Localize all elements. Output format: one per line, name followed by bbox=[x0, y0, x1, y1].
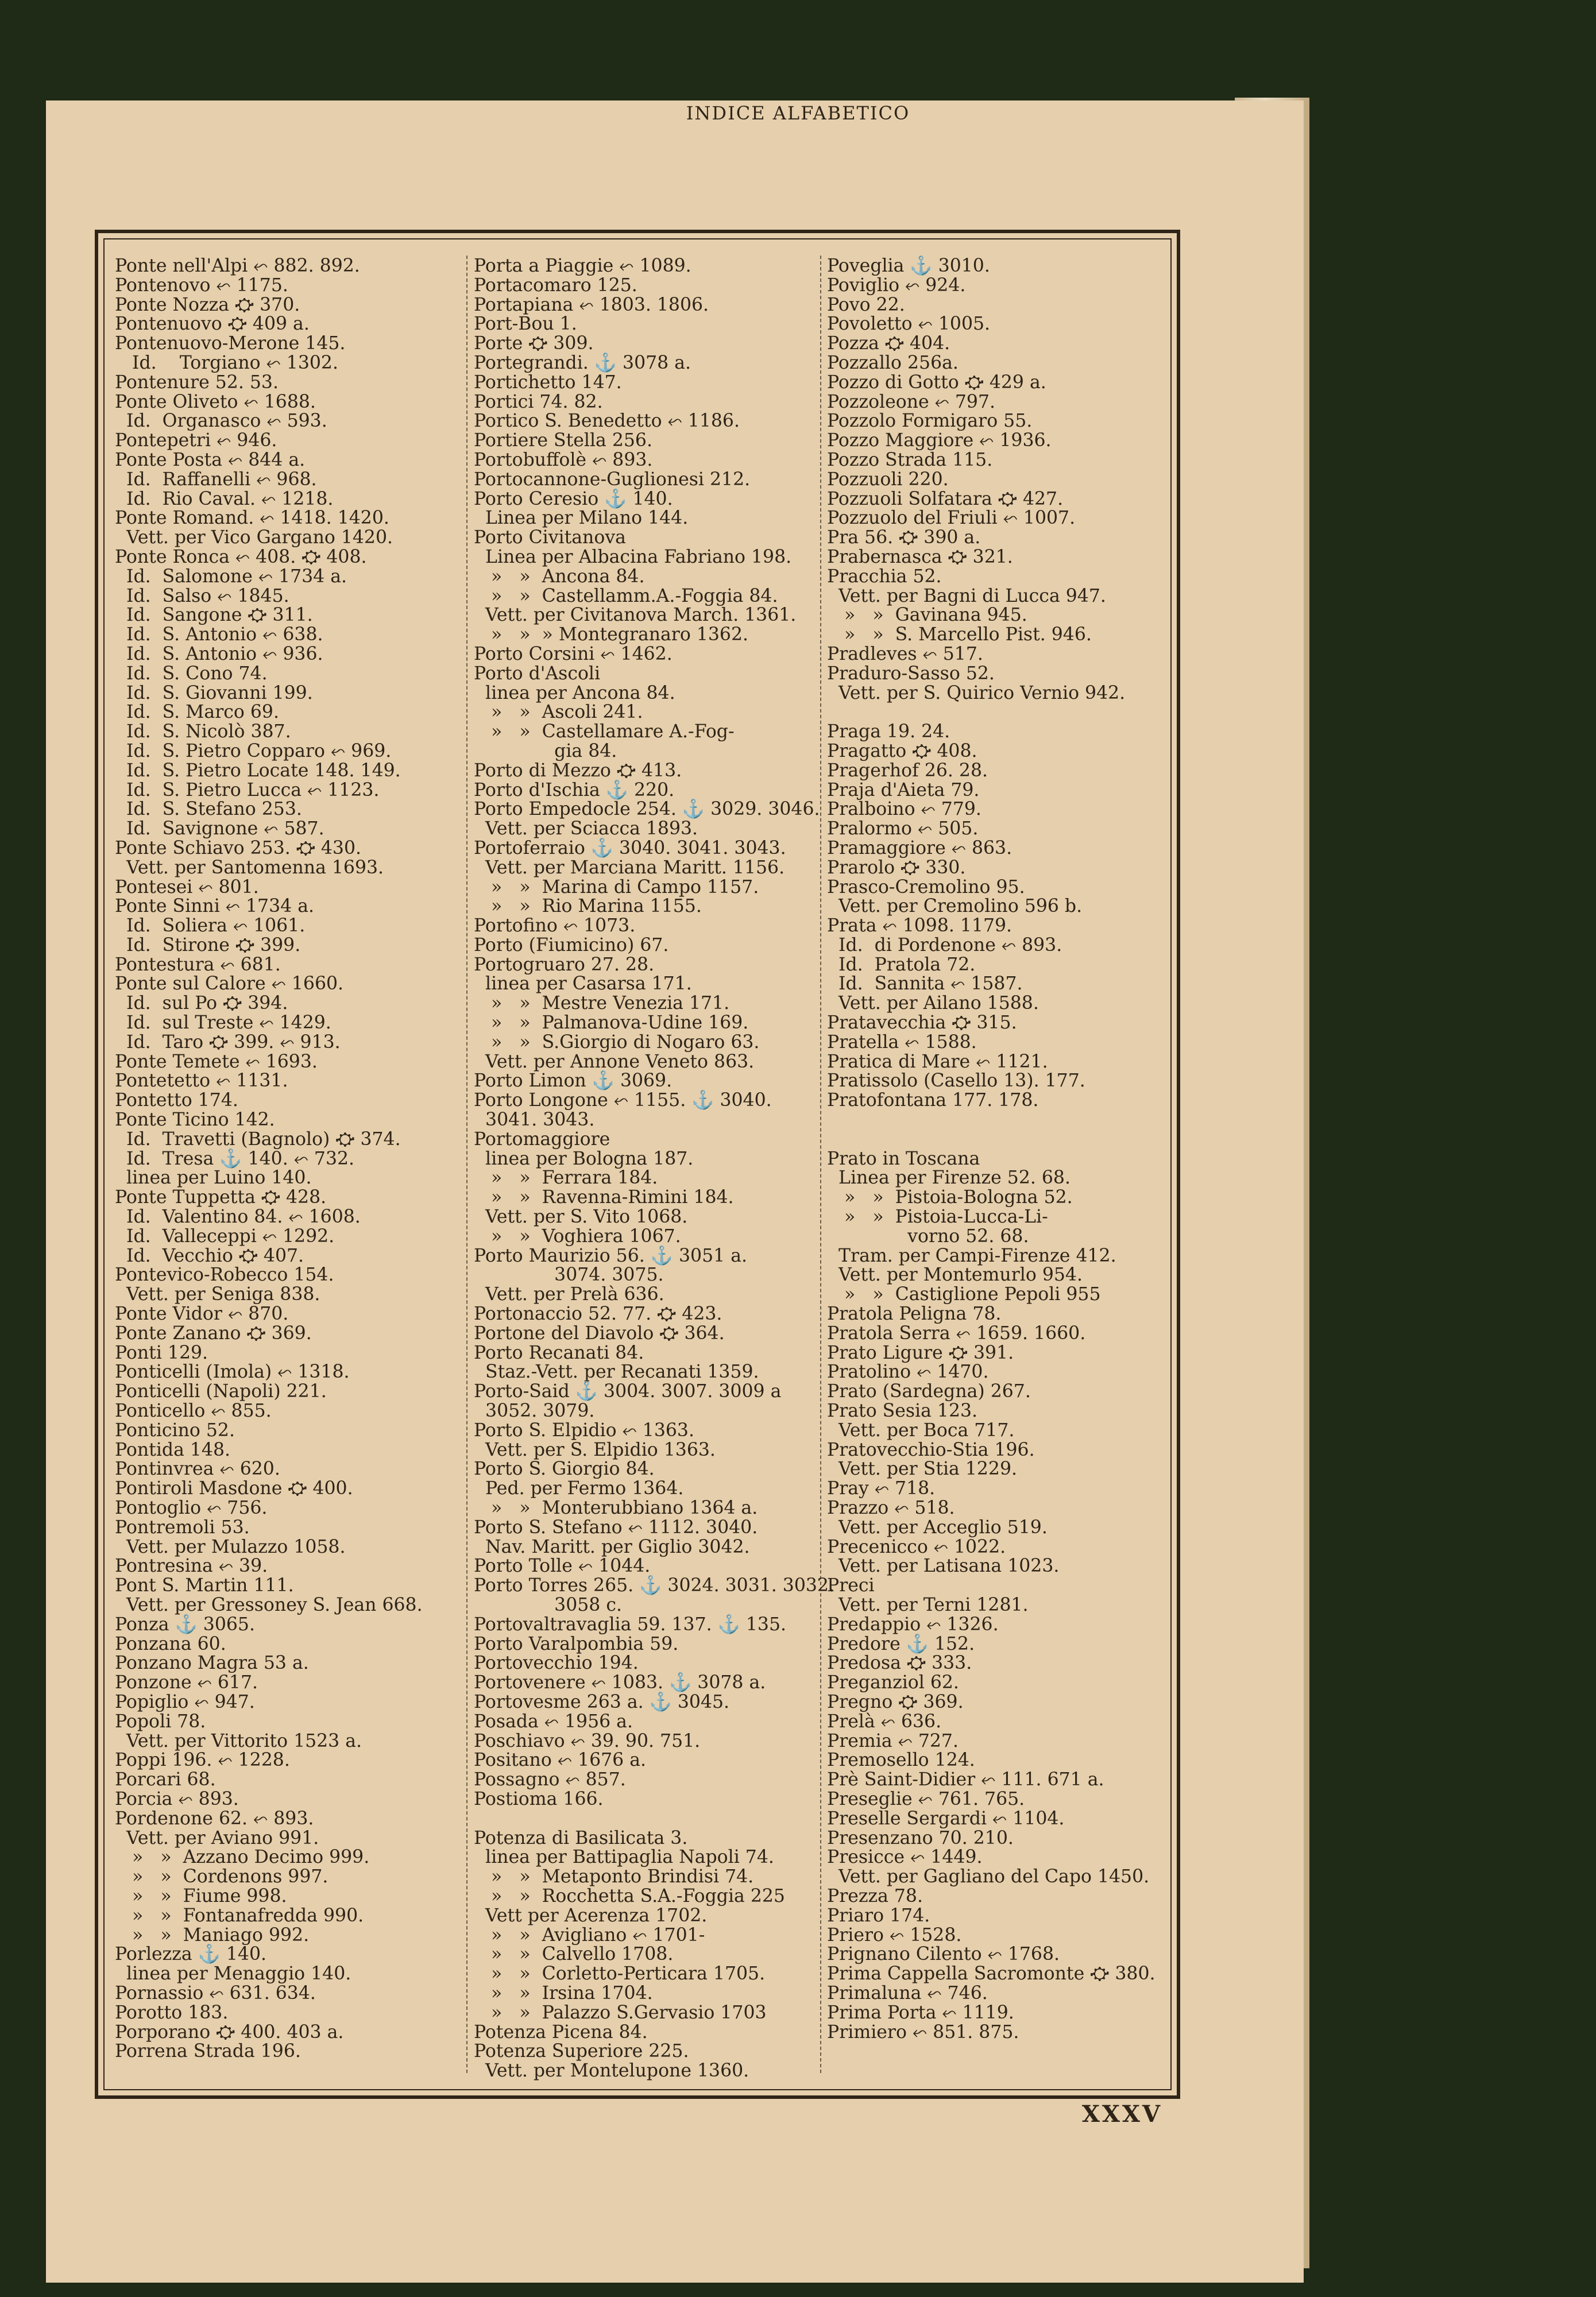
index-entry: Ponticino 52. bbox=[115, 1420, 235, 1441]
index-column-1 bbox=[115, 257, 454, 2062]
index-entry: » » Irsina 1704. bbox=[474, 1982, 653, 2004]
index-entry: Id. S. Marco 69. bbox=[115, 702, 279, 723]
index-entry: Porto Recanati 84. bbox=[474, 1342, 644, 1363]
index-entry: Vett. per Mulazzo 1058. bbox=[115, 1536, 346, 1557]
index-entry: Portone del Diavolo ⛮ 364. bbox=[474, 1322, 725, 1344]
index-entry: Pontestura ⬿ 681. bbox=[115, 954, 281, 975]
index-entry: » » Avigliano ⬿ 1701- bbox=[474, 1924, 705, 1946]
index-entry: Vett. per Civitanova March. 1361. bbox=[474, 605, 797, 626]
index-entry: Pradleves ⬿ 517. bbox=[827, 643, 983, 664]
index-entry: » » Marina di Campo 1157. bbox=[474, 876, 759, 898]
index-entry: Vett. per Montemurlo 954. bbox=[827, 1264, 1083, 1286]
index-entry: Portichetto 147. bbox=[474, 372, 622, 393]
index-entry: Poppi 196. ⬿ 1228. bbox=[115, 1750, 290, 1771]
index-entry: Prelà ⬿ 636. bbox=[827, 1711, 942, 1732]
index-entry: Id. Salso ⬿ 1845. bbox=[115, 585, 289, 606]
index-entry: Prata ⬿ 1098. 1179. bbox=[827, 915, 1013, 937]
index-entry: Porcari 68. bbox=[115, 1769, 216, 1791]
index-entry: » » Fiume 998. bbox=[115, 1885, 287, 1907]
index-entry: Ponte Tuppetta ⛮ 428. bbox=[115, 1187, 327, 1208]
index-entry: » » Palazzo S.Gervasio 1703 bbox=[474, 2002, 767, 2023]
index-entry: Ponzone ⬿ 617. bbox=[115, 1672, 258, 1693]
index-entry: Pontoglio ⬿ 756. bbox=[115, 1498, 268, 1518]
index-entry: Pontenovo ⬿ 1175. bbox=[115, 274, 288, 296]
index-entry: Ponticelli (Napoli) 221. bbox=[115, 1381, 327, 1402]
index-entry: Pozzo di Gotto ⛮ 429 a. bbox=[827, 372, 1046, 393]
index-entry: Id. Stirone ⛮ 399. bbox=[115, 934, 301, 956]
index-entry: Porrena Strada 196. bbox=[115, 2041, 301, 2062]
index-entry: Pregno ⛮ 369. bbox=[827, 1691, 964, 1712]
index-entry: Preganziol 62. bbox=[827, 1672, 959, 1693]
index-entry: Vett. per Terni 1281. bbox=[827, 1594, 1029, 1615]
index-entry: » » Cordenons 997. bbox=[115, 1866, 329, 1888]
index-entry: Prasco-Cremolino 95. bbox=[827, 876, 1025, 898]
index-entry: Id. Valentino 84. ⬿ 1608. bbox=[115, 1206, 361, 1228]
index-entry: Prazzo ⬿ 518. bbox=[827, 1498, 955, 1518]
index-entry: Porto Tolle ⬿ 1044. bbox=[474, 1556, 651, 1577]
index-entry: Precenicco ⬿ 1022. bbox=[827, 1536, 1006, 1557]
index-entry: » » Voghiera 1067. bbox=[474, 1225, 681, 1247]
index-entry: Priero ⬿ 1528. bbox=[827, 1924, 962, 1946]
index-entry: » » Palmanova-Udine 169. bbox=[474, 1012, 749, 1034]
index-column-3 bbox=[827, 257, 1166, 2042]
index-entry: » » Calvello 1708. bbox=[474, 1944, 674, 1965]
index-entry: Id. di Pordenone ⬿ 893. bbox=[827, 934, 1062, 956]
index-entry: Pray ⬿ 718. bbox=[827, 1478, 936, 1499]
index-entry: » » Castellamare A.-Fog- bbox=[474, 721, 735, 743]
index-entry: Pratola Serra ⬿ 1659. 1660. bbox=[827, 1322, 1086, 1344]
index-entry: Vett. per Seniga 838. bbox=[115, 1284, 320, 1305]
index-entry: Portici 74. 82. bbox=[474, 391, 603, 412]
index-entry: Porlezza ⚓ 140. bbox=[115, 1944, 267, 1965]
index-entry: Pratella ⬿ 1588. bbox=[827, 1031, 977, 1053]
index-entry: Ponzano Magra 53 a. bbox=[115, 1653, 309, 1674]
index-entry: Pontepetri ⬿ 946. bbox=[115, 430, 277, 451]
index-entry: Linea per Albacina Fabriano 198. bbox=[474, 546, 792, 567]
index-entry: Id. Rio Caval. ⬿ 1218. bbox=[115, 488, 334, 509]
index-entry: » » Maniago 992. bbox=[115, 1924, 310, 1946]
index-entry: Id. Taro ⛮ 399. ⬿ 913. bbox=[115, 1031, 341, 1053]
index-entry: Porto d'Ascoli bbox=[474, 663, 601, 684]
index-entry: Pratolino ⬿ 1470. bbox=[827, 1362, 989, 1383]
index-entry: Pracchia 52. bbox=[827, 566, 942, 587]
index-entry: Id. Valleceppi ⬿ 1292. bbox=[115, 1225, 335, 1247]
index-entry: Id. S. Cono 74. bbox=[115, 663, 268, 684]
index-column-2 bbox=[474, 256, 834, 2082]
index-entry: Ponte Romand. ⬿ 1418. 1420. bbox=[115, 508, 389, 529]
index-entry: Nav. Maritt. per Giglio 3042. bbox=[474, 1536, 750, 1557]
index-entry: Predappio ⬿ 1326. bbox=[827, 1614, 999, 1635]
index-entry: Porto Varalpombia 59. bbox=[474, 1633, 679, 1654]
index-entry: gia 84. bbox=[474, 740, 617, 761]
index-entry: Popiglio ⬿ 947. bbox=[115, 1691, 255, 1712]
index-entry: Ponte Vidor ⬿ 870. bbox=[115, 1304, 289, 1325]
index-entry: Prima Cappella Sacromonte ⛮ 380. bbox=[827, 1963, 1156, 1985]
index-entry: » » Castellamm.A.-Foggia 84. bbox=[474, 585, 778, 606]
index-entry: » » Metaponto Brindisi 74. bbox=[474, 1866, 754, 1888]
index-entry: Pont S. Martin 111. bbox=[115, 1575, 294, 1596]
column-divider bbox=[466, 256, 467, 2073]
index-entry: Primiero ⬿ 851. 875. bbox=[827, 2021, 1019, 2043]
index-entry: Potenza di Basilicata 3. bbox=[474, 1827, 688, 1849]
index-entry: Pontenuovo-Merone 145. bbox=[115, 333, 346, 354]
index-entry: Vett. per Marciana Maritt. 1156. bbox=[474, 857, 785, 878]
index-entry: Pozzuoli Solfatara ⛮ 427. bbox=[827, 488, 1064, 509]
index-entry: Presenzano 70. 210. bbox=[827, 1827, 1014, 1849]
index-entry: 3041. 3043. bbox=[474, 1109, 595, 1131]
index-entry: Prato Sesia 123. bbox=[827, 1401, 978, 1422]
index-entry: Pontetto 174. bbox=[115, 1090, 238, 1111]
index-entry: Vett. per Sciacca 1893. bbox=[474, 818, 698, 840]
index-entry: Porto Ceresio ⚓ 140. bbox=[474, 488, 673, 509]
index-entry: Id. Sangone ⛮ 311. bbox=[115, 605, 313, 626]
index-entry: Prignano Cilento ⬿ 1768. bbox=[827, 1944, 1060, 1965]
index-entry: 3074. 3075. bbox=[474, 1264, 664, 1286]
index-entry: Potenza Picena 84. bbox=[474, 2021, 648, 2043]
index-entry: Pozzo Maggiore ⬿ 1936. bbox=[827, 430, 1052, 451]
index-entry: Portiere Stella 256. bbox=[474, 430, 652, 451]
index-entry: Pontiroli Masdone ⛮ 400. bbox=[115, 1478, 353, 1499]
index-entry: Vett. per Gressoney S. Jean 668. bbox=[115, 1594, 423, 1615]
index-entry: Porto di Mezzo ⛮ 413. bbox=[474, 760, 682, 781]
index-entry: Prato (Sardegna) 267. bbox=[827, 1381, 1031, 1402]
index-entry: Pontida 148. bbox=[115, 1439, 230, 1460]
index-entry: Prabernasca ⛮ 321. bbox=[827, 546, 1013, 567]
index-entry: Pozzuoli 220. bbox=[827, 469, 949, 490]
index-entry: Povoletto ⬿ 1005. bbox=[827, 314, 991, 335]
index-entry: Porto S. Elpidio ⬿ 1363. bbox=[474, 1420, 694, 1441]
index-entry: Ponzana 60. bbox=[115, 1633, 226, 1654]
index-entry: Ponza ⚓ 3065. bbox=[115, 1614, 255, 1635]
index-entry: » » S. Marcello Pist. 946. bbox=[827, 624, 1092, 645]
index-entry: Ponti 129. bbox=[115, 1342, 208, 1363]
index-entry: Pratavecchia ⛮ 315. bbox=[827, 1012, 1017, 1034]
index-entry: Vett. per Annone Veneto 863. bbox=[474, 1051, 755, 1072]
index-entry: vorno 52. 68. bbox=[827, 1225, 1029, 1247]
index-entry: Premia ⬿ 727. bbox=[827, 1730, 959, 1751]
index-entry: Pornassio ⬿ 631. 634. bbox=[115, 1982, 316, 2004]
index-entry: Pontremoli 53. bbox=[115, 1517, 250, 1538]
index-entry: Ponticello ⬿ 855. bbox=[115, 1401, 272, 1422]
index-entry: Id. sul Po ⛮ 394. bbox=[115, 993, 288, 1014]
index-entry: Id. S. Pietro Locate 148. 149. bbox=[115, 760, 401, 781]
index-entry: Pontevico-Robecco 154. bbox=[115, 1264, 334, 1286]
index-entry: Id. S. Stefano 253. bbox=[115, 799, 302, 820]
index-entry: Pratica di Mare ⬿ 1121. bbox=[827, 1051, 1048, 1072]
index-entry: Vett. per S. Vito 1068. bbox=[474, 1206, 688, 1228]
index-entry: Portomaggiore bbox=[474, 1128, 610, 1150]
index-entry: Possagno ⬿ 857. bbox=[474, 1769, 626, 1791]
index-entry bbox=[827, 703, 1166, 722]
index-entry: » » S.Giorgio di Nogaro 63. bbox=[474, 1031, 760, 1053]
index-entry: Positano ⬿ 1676 a. bbox=[474, 1750, 647, 1771]
index-entry: Vett. per Latisana 1023. bbox=[827, 1556, 1060, 1577]
index-entry: linea per Casarsa 171. bbox=[474, 973, 692, 995]
index-entry: 3058 c. bbox=[474, 1594, 623, 1615]
index-entry: Id. S. Nicolò 387. bbox=[115, 721, 291, 743]
index-entry: Postioma 166. bbox=[474, 1788, 604, 1809]
index-entry: Vett. per Montelupone 1360. bbox=[474, 2060, 749, 2082]
index-entry: Portapiana ⬿ 1803. 1806. bbox=[474, 294, 709, 315]
index-entry: Prè Saint-Didier ⬿ 111. 671 a. bbox=[827, 1769, 1104, 1791]
index-entry: Ponte Schiavo 253. ⛮ 430. bbox=[115, 837, 362, 859]
index-entry: Prezza 78. bbox=[827, 1885, 923, 1907]
index-entry: Id. Salomone ⬿ 1734 a. bbox=[115, 566, 347, 587]
index-entry: Praduro-Sasso 52. bbox=[827, 663, 995, 684]
index-entry: Id. Travetti (Bagnolo) ⛮ 374. bbox=[115, 1128, 401, 1150]
index-entry: Id. Pratola 72. bbox=[827, 954, 976, 975]
index-entry: Prarolo ⛮ 330. bbox=[827, 857, 966, 878]
index-entry: Porto S. Giorgio 84. bbox=[474, 1459, 655, 1480]
index-entry: Porto Maurizio 56. ⚓ 3051 a. bbox=[474, 1245, 747, 1266]
index-entry: Id. Organasco ⬿ 593. bbox=[115, 411, 327, 432]
index-entry: linea per Ancona 84. bbox=[474, 682, 675, 703]
index-entry: Pragatto ⛮ 408. bbox=[827, 740, 977, 761]
index-entry: Id. Raffanelli ⬿ 968. bbox=[115, 469, 317, 490]
index-entry: Vett. per Ailano 1588. bbox=[827, 993, 1039, 1014]
index-entry: Id. Savignone ⬿ 587. bbox=[115, 818, 324, 840]
index-entry: Popoli 78. bbox=[115, 1711, 206, 1732]
index-entry: Staz.-Vett. per Recanati 1359. bbox=[474, 1362, 759, 1383]
index-entry: » » Ferrara 184. bbox=[474, 1167, 658, 1189]
index-entry: Id. Tresa ⚓ 140. ⬿ 732. bbox=[115, 1148, 355, 1169]
index-entry: Vett. per Santomenna 1693. bbox=[115, 857, 384, 878]
index-entry: linea per Menaggio 140. bbox=[115, 1963, 351, 1985]
index-entry bbox=[474, 1809, 813, 1829]
index-entry: Pontesei ⬿ 801. bbox=[115, 876, 259, 898]
index-entry: Pontenure 52. 53. bbox=[115, 372, 279, 393]
index-entry: Pramaggiore ⬿ 863. bbox=[827, 837, 1013, 859]
index-entry: Linea per Milano 144. bbox=[474, 508, 689, 529]
index-entry: » » Ancona 84. bbox=[474, 566, 645, 587]
index-entry: Pozzuolo del Friuli ⬿ 1007. bbox=[827, 508, 1076, 529]
index-entry: Preci bbox=[827, 1575, 875, 1596]
index-entry: Pralboino ⬿ 779. bbox=[827, 799, 981, 820]
index-entry: Id. Soliera ⬿ 1061. bbox=[115, 915, 306, 937]
index-entry: Id. Vecchio ⛮ 407. bbox=[115, 1245, 304, 1266]
index-entry: Ponte sul Calore ⬿ 1660. bbox=[115, 973, 344, 995]
index-entry: Pozza ⛮ 404. bbox=[827, 333, 950, 354]
index-entry: Ponte Zanano ⛮ 369. bbox=[115, 1322, 312, 1344]
index-entry: Pratola Peligna 78. bbox=[827, 1304, 1002, 1325]
index-entry: Porotto 183. bbox=[115, 2002, 229, 2023]
index-entry: Ped. per Fermo 1364. bbox=[474, 1478, 684, 1499]
index-entry: Id. S. Antonio ⬿ 936. bbox=[115, 643, 323, 664]
index-entry: Portovaltravaglia 59. 137. ⚓ 135. bbox=[474, 1614, 787, 1635]
index-entry: Poschiavo ⬿ 39. 90. 751. bbox=[474, 1730, 701, 1751]
index-entry: » » Gavinana 945. bbox=[827, 605, 1027, 626]
index-entry: Vett per Acerenza 1702. bbox=[474, 1905, 708, 1926]
index-entry: Portoferraio ⚓ 3040. 3041. 3043. bbox=[474, 837, 786, 859]
index-entry: Vett. per Cremolino 596 b. bbox=[827, 896, 1083, 917]
index-entry: Praja d'Aieta 79. bbox=[827, 779, 980, 801]
index-entry: » » Corletto-Perticara 1705. bbox=[474, 1963, 766, 1985]
index-entry: Ponticelli (Imola) ⬿ 1318. bbox=[115, 1362, 350, 1383]
index-entry: Pontinvrea ⬿ 620. bbox=[115, 1459, 280, 1480]
index-entry: Ponte Sinni ⬿ 1734 a. bbox=[115, 896, 314, 917]
index-entry: Linea per Firenze 52. 68. bbox=[827, 1167, 1071, 1189]
index-entry: Poviglio ⬿ 924. bbox=[827, 274, 966, 296]
index-entry: Pozzolo Formigaro 55. bbox=[827, 411, 1033, 432]
index-entry: Portacomaro 125. bbox=[474, 274, 637, 296]
index-entry: Presicce ⬿ 1449. bbox=[827, 1847, 983, 1868]
index-entry: Porta a Piaggie ⬿ 1089. bbox=[474, 256, 691, 276]
index-entry: Portico S. Benedetto ⬿ 1186. bbox=[474, 411, 740, 432]
index-entry: » » Ravenna-Rimini 184. bbox=[474, 1187, 734, 1208]
index-entry: Id. S. Giovanni 199. bbox=[115, 682, 313, 703]
index-entry: Portovecchio 194. bbox=[474, 1653, 639, 1674]
index-entry: Pra 56. ⛮ 390 a. bbox=[827, 527, 981, 548]
index-entry: linea per Battipaglia Napoli 74. bbox=[474, 1847, 774, 1868]
index-entry: Id. sul Treste ⬿ 1429. bbox=[115, 1012, 331, 1034]
index-entry: Ponte Oliveto ⬿ 1688. bbox=[115, 391, 316, 412]
index-entry: Porto Torres 265. ⚓ 3024. 3031. 3032. bbox=[474, 1575, 834, 1596]
index-entry: Poveglia ⚓ 3010. bbox=[827, 256, 990, 276]
index-entry: » » Ascoli 241. bbox=[474, 702, 643, 723]
index-entry: Id. S. Pietro Copparo ⬿ 969. bbox=[115, 740, 392, 761]
index-entry: Id. S. Antonio ⬿ 638. bbox=[115, 624, 323, 645]
index-entry: Vett. per Boca 717. bbox=[827, 1420, 1015, 1441]
index-entry: Portofino ⬿ 1073. bbox=[474, 915, 636, 937]
index-entry: Praga 19. 24. bbox=[827, 721, 950, 743]
index-entry: » » Monterubbiano 1364 a. bbox=[474, 1498, 758, 1518]
index-entry: Porto S. Stefano ⬿ 1112. 3040. bbox=[474, 1517, 758, 1538]
index-entry: » » Castiglione Pepoli 955 bbox=[827, 1284, 1101, 1305]
index-entry: Predosa ⛮ 333. bbox=[827, 1653, 972, 1674]
index-entry: Portobuffolè ⬿ 893. bbox=[474, 449, 653, 470]
index-entry: Pontenuovo ⛮ 409 a. bbox=[115, 314, 310, 335]
index-entry: Ponte nell'Alpi ⬿ 882. 892. bbox=[115, 256, 360, 276]
index-entry: Vett. per Aviano 991. bbox=[115, 1827, 319, 1849]
index-entry: Priaro 174. bbox=[827, 1905, 930, 1926]
index-entry: Prima Porta ⬿ 1119. bbox=[827, 2002, 1014, 2023]
index-entry: Porto Limon ⚓ 3069. bbox=[474, 1070, 673, 1092]
index-entry: Port-Bou 1. bbox=[474, 314, 577, 335]
index-entry: Ponte Posta ⬿ 844 a. bbox=[115, 449, 306, 470]
index-entry: Portogruaro 27. 28. bbox=[474, 954, 655, 975]
index-entry: Predore ⚓ 152. bbox=[827, 1633, 975, 1654]
index-entry: Pordenone 62. ⬿ 893. bbox=[115, 1808, 314, 1829]
index-entry: Porto Empedocle 254. ⚓ 3029. 3046. bbox=[474, 799, 820, 820]
index-entry: Pratovecchio-Stia 196. bbox=[827, 1439, 1035, 1460]
index-entry: Porporano ⛮ 400. 403 a. bbox=[115, 2021, 344, 2043]
index-entry: Preselle Sergardi ⬿ 1104. bbox=[827, 1808, 1065, 1829]
index-entry: Ponte Ticino 142. bbox=[115, 1109, 275, 1131]
index-entry: Pontresina ⬿ 39. bbox=[115, 1556, 268, 1577]
index-entry: Potenza Superiore 225. bbox=[474, 2041, 689, 2062]
index-entry: Portocannone-Guglionesi 212. bbox=[474, 469, 751, 490]
index-entry: Vett. per Acceglio 519. bbox=[827, 1517, 1048, 1538]
index-entry: Vett. per Bagni di Lucca 947. bbox=[827, 585, 1106, 606]
index-entry: Pratofontana 177. 178. bbox=[827, 1090, 1039, 1111]
index-entry: linea per Bologna 187. bbox=[474, 1148, 694, 1169]
index-entry: Primaluna ⬿ 746. bbox=[827, 1982, 988, 2004]
index-entry: Preseglie ⬿ 761. 765. bbox=[827, 1788, 1025, 1809]
index-entry: linea per Luino 140. bbox=[115, 1167, 312, 1189]
index-entry: Pragerhof 26. 28. bbox=[827, 760, 988, 781]
index-entry: Vett. per Stia 1229. bbox=[827, 1459, 1018, 1480]
index-entry bbox=[827, 1130, 1166, 1150]
index-entry: Vett. per Vico Gargano 1420. bbox=[115, 527, 393, 548]
index-entry: Ponte Ronca ⬿ 408. ⛮ 408. bbox=[115, 546, 367, 567]
index-entry: » » Rocchetta S.A.-Foggia 225 bbox=[474, 1885, 785, 1907]
index-entry: Porto d'Ischia ⚓ 220. bbox=[474, 779, 675, 801]
index-entry: Portonaccio 52. 77. ⛮ 423. bbox=[474, 1304, 722, 1325]
index-entry: Porcia ⬿ 893. bbox=[115, 1788, 239, 1809]
index-entry: » » Mestre Venezia 171. bbox=[474, 993, 730, 1014]
index-entry: Ponte Temete ⬿ 1693. bbox=[115, 1051, 318, 1072]
index-entry: Id. S. Pietro Lucca ⬿ 1123. bbox=[115, 779, 380, 801]
index-entry: Vett. per S. Quirico Vernio 942. bbox=[827, 682, 1126, 703]
index-entry bbox=[827, 1111, 1166, 1130]
index-entry: Portegrandi. ⚓ 3078 a. bbox=[474, 352, 691, 373]
index-entry: Pozzo Strada 115. bbox=[827, 449, 993, 470]
index-entry: Pontetetto ⬿ 1131. bbox=[115, 1070, 288, 1092]
index-entry: Posada ⬿ 1956 a. bbox=[474, 1711, 633, 1732]
index-entry: Porto-Said ⚓ 3004. 3007. 3009 a bbox=[474, 1381, 782, 1402]
index-entry: Pozzallo 256a. bbox=[827, 352, 959, 373]
index-entry: Pratissolo (Casello 13). 177. bbox=[827, 1070, 1085, 1092]
index-entry: » » » Montegranaro 1362. bbox=[474, 624, 749, 645]
index-entry: » » Rio Marina 1155. bbox=[474, 896, 702, 917]
index-entry: Ponte Nozza ⛮ 370. bbox=[115, 294, 300, 315]
index-entry: Porte ⛮ 309. bbox=[474, 333, 594, 354]
index-entry: Premosello 124. bbox=[827, 1750, 975, 1771]
index-entry: » » Pistoia-Bologna 52. bbox=[827, 1187, 1073, 1208]
index-entry: Id. Torgiano ⬿ 1302. bbox=[115, 352, 338, 373]
index-entry: Porto Longone ⬿ 1155. ⚓ 3040. bbox=[474, 1090, 772, 1111]
page-header: INDICE ALFABETICO bbox=[686, 102, 910, 124]
index-entry: 3052. 3079. bbox=[474, 1401, 595, 1422]
index-entry: Pozzoleone ⬿ 797. bbox=[827, 391, 996, 412]
index-entry: » » Azzano Decimo 999. bbox=[115, 1847, 370, 1868]
index-entry: Pralormo ⬿ 505. bbox=[827, 818, 979, 840]
index-entry: » » Fontanafredda 990. bbox=[115, 1905, 364, 1926]
page-number: XXXV bbox=[1081, 2101, 1162, 2128]
index-entry: Portovesme 263 a. ⚓ 3045. bbox=[474, 1691, 730, 1712]
index-entry: Id. Sannita ⬿ 1587. bbox=[827, 973, 1023, 995]
index-entry: Prato in Toscana bbox=[827, 1148, 980, 1169]
index-entry: Vett. per Prelà 636. bbox=[474, 1284, 664, 1305]
index-entry: Porto Civitanova bbox=[474, 527, 626, 548]
index-entry: » » Pistoia-Lucca-Li- bbox=[827, 1206, 1048, 1228]
index-entry: Povo 22. bbox=[827, 294, 905, 315]
index-entry: Vett. per S. Elpidio 1363. bbox=[474, 1439, 716, 1460]
index-entry: Tram. per Campi-Firenze 412. bbox=[827, 1245, 1116, 1266]
index-entry: Porto (Fiumicino) 67. bbox=[474, 934, 669, 956]
index-entry: Vett. per Gagliano del Capo 1450. bbox=[827, 1866, 1150, 1888]
index-entry: Prato Ligure ⛮ 391. bbox=[827, 1342, 1014, 1363]
index-entry: Porto Corsini ⬿ 1462. bbox=[474, 643, 673, 664]
column-divider bbox=[820, 256, 821, 2073]
index-entry: Portovenere ⬿ 1083. ⚓ 3078 a. bbox=[474, 1672, 766, 1693]
index-entry: Vett. per Vittorito 1523 a. bbox=[115, 1730, 362, 1751]
